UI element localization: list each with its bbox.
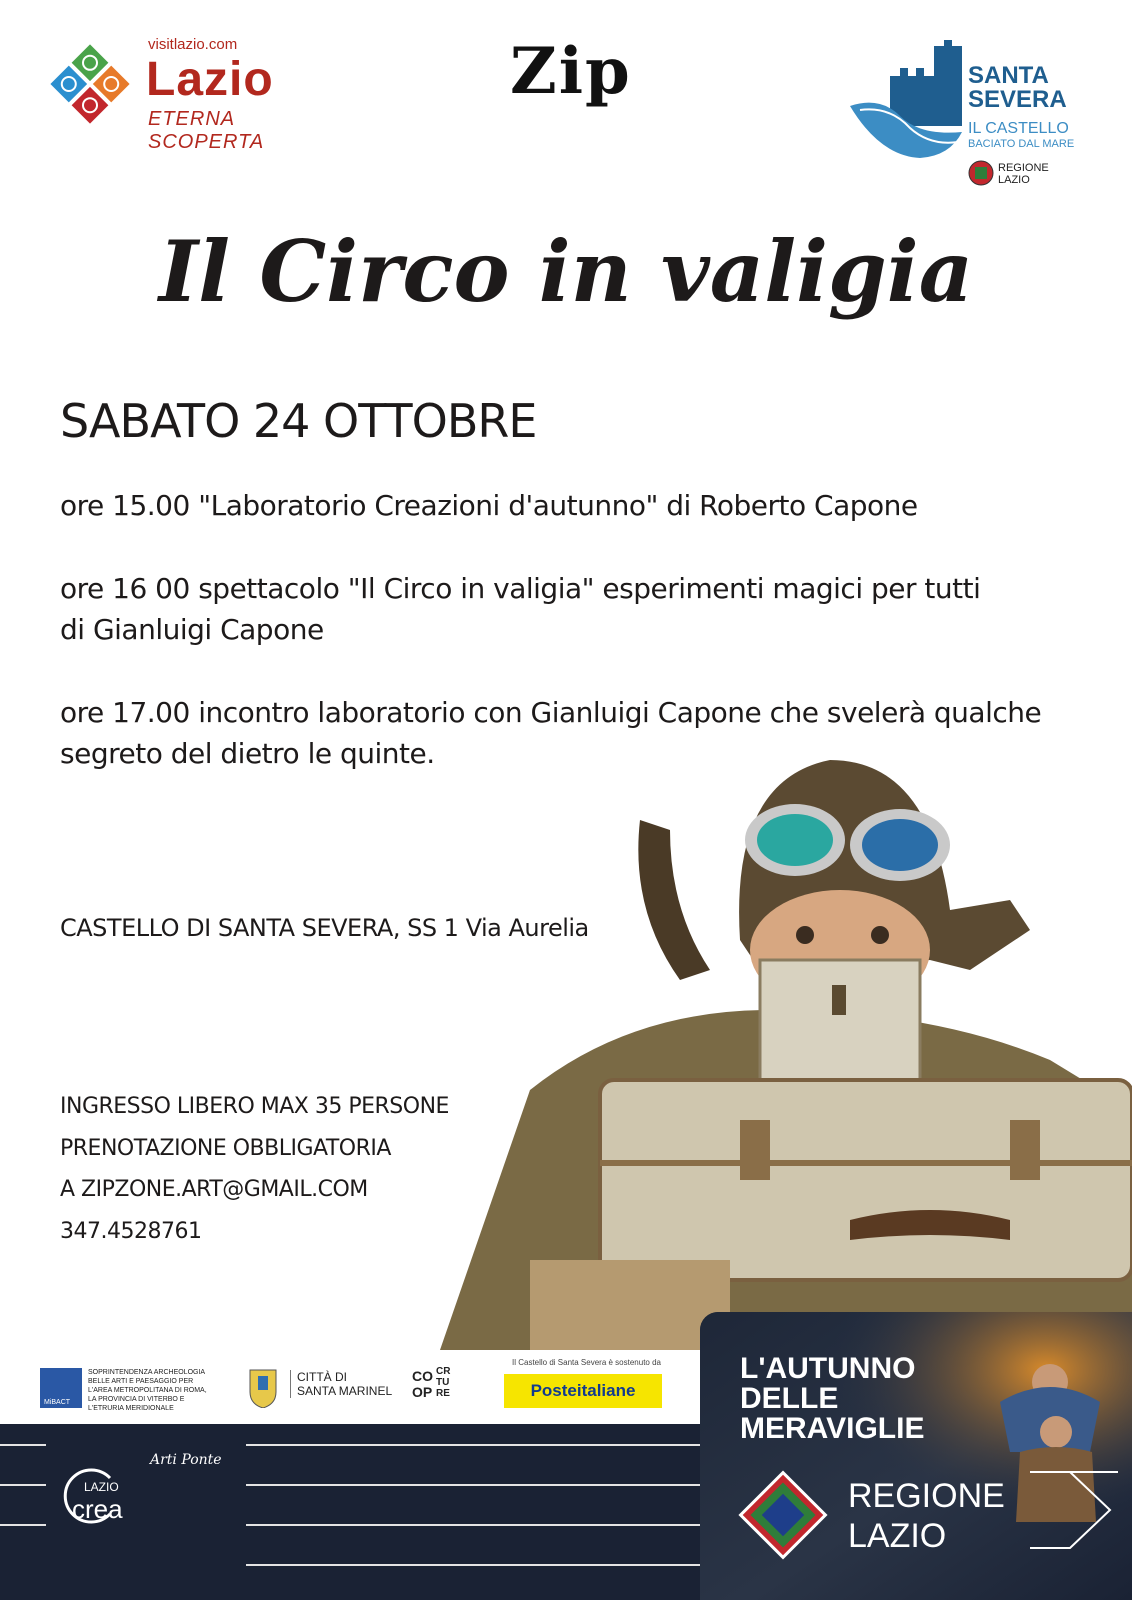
- severa-subtitle2: BACIATO DAL MARE: [968, 138, 1075, 150]
- cooperative-logo: [412, 1368, 433, 1400]
- schedule-line-2-text-b: di Gianluigi Capone: [60, 613, 324, 646]
- schedule-line-2: [60, 568, 1070, 650]
- town-crest-icon: [246, 1364, 280, 1408]
- castle-icon: [850, 36, 970, 166]
- event-title: Il Circo in valigia: [158, 222, 974, 321]
- regione-emblem-icon: [968, 160, 994, 186]
- schedule-line-2-text-a: ore 16 00 spettacolo "Il Circo in valigia" esperimenti magici per tutti: [60, 572, 981, 605]
- info-entry: INGRESSO LIBERO MAX 35 PERSONE: [60, 1094, 449, 1119]
- citta-text: [290, 1370, 392, 1398]
- autumn-title-line1: L'AUTUNNO: [740, 1352, 916, 1385]
- schedule-line-1: [60, 485, 1070, 526]
- info-phone[interactable]: 347.4528761: [60, 1219, 202, 1244]
- svg-text:MiBACT: MiBACT: [44, 1399, 71, 1406]
- severa-regione-badge: [968, 160, 1060, 190]
- coop-text-4: TU: [436, 1377, 450, 1388]
- footer-line: [0, 1524, 46, 1526]
- footer-line: [0, 1484, 46, 1486]
- info-booking: PRENOTAZIONE OBBLIGATORIA: [60, 1136, 391, 1161]
- lazio-tagline: ETERNA SCOPERTA: [148, 108, 265, 153]
- performer-photo: [410, 760, 1132, 1350]
- event-location: CASTELLO DI SANTA SEVERA, SS 1 Via Aurelia: [60, 914, 589, 942]
- coop-text-2: OP: [412, 1384, 433, 1400]
- regione-line1: REGIONE: [848, 1477, 1005, 1515]
- event-date: SABATO 24 OTTOBRE: [60, 394, 537, 448]
- schedule-line-3-text-b: segreto del dietro le quinte.: [60, 737, 435, 770]
- coop-text-1: CO: [412, 1368, 433, 1384]
- poste-note: Il Castello di Santa Severa è sostenuto da: [512, 1358, 661, 1367]
- regione-line2: LAZIO: [848, 1517, 947, 1555]
- footer-line: [0, 1444, 46, 1446]
- citta-line1: CITTÀ DI: [297, 1370, 347, 1384]
- regione-lazio-text: [848, 1476, 1005, 1556]
- info-email[interactable]: A ZIPZONE.ART@GMAIL.COM: [60, 1177, 368, 1202]
- coop-text-5: RE: [436, 1388, 450, 1399]
- crea-text: crea: [72, 1494, 123, 1524]
- cooperative-logo-right: [436, 1366, 450, 1399]
- soprintendenza-text: SOPRINTENDENZA ARCHEOLOGIA BELLE ARTI E PAESAGGIO PER L'AREA METROPOLITANA DI ROMA, LA PROVINCIA DI VITERBO E L'ETRURIA MERIDIONALE: [88, 1369, 207, 1412]
- citta-line2: SANTA MARINEL: [297, 1384, 393, 1398]
- arti-logo: Arti Ponte: [150, 1452, 222, 1468]
- lazio-brand: Lazio: [146, 53, 274, 106]
- severa-regione-line1: REGIONE: [998, 162, 1049, 174]
- autumn-title-line2: DELLE: [740, 1382, 839, 1415]
- coop-text-3: CR: [436, 1366, 451, 1377]
- schedule-line-1-text: ore 15.00 "Laboratorio Creazioni d'autunno" di Roberto Capone: [60, 489, 918, 522]
- sponsors-strip: [0, 1350, 700, 1424]
- crea-top-text: LAZIO: [84, 1480, 119, 1494]
- autumn-title: [740, 1354, 1000, 1444]
- footer-line: [246, 1484, 700, 1486]
- visitlazio-logo: [44, 34, 344, 153]
- autumn-title-line3: MERAVIGLIE: [740, 1412, 925, 1445]
- lazio-site-text: visitlazio.com: [148, 36, 238, 53]
- severa-title-line1: SANTA: [968, 62, 1049, 89]
- autumn-panel: [700, 1312, 1132, 1600]
- santa-severa-logo: [850, 36, 1080, 196]
- severa-regione-line2: LAZIO: [998, 174, 1030, 186]
- regione-emblem-icon: [738, 1470, 828, 1560]
- regione-arrow-icon: [1030, 1470, 1120, 1550]
- footer-line: [246, 1524, 700, 1526]
- schedule-line-3-text-a: ore 17.00 incontro laboratorio con Gianluigi Capone che svelerà qualche: [60, 696, 1042, 729]
- severa-title: [968, 64, 1067, 112]
- footer-line: [246, 1444, 700, 1446]
- severa-title-line2: SEVERA: [968, 86, 1067, 113]
- zip-logo: Zip: [510, 34, 632, 109]
- severa-subtitle: IL CASTELLO: [968, 120, 1069, 137]
- poste-italiane-logo: Posteitaliane: [504, 1374, 662, 1408]
- mibact-icon: [40, 1368, 82, 1408]
- lazio-mosaic-icon: [44, 38, 136, 130]
- footer-line: [246, 1564, 700, 1566]
